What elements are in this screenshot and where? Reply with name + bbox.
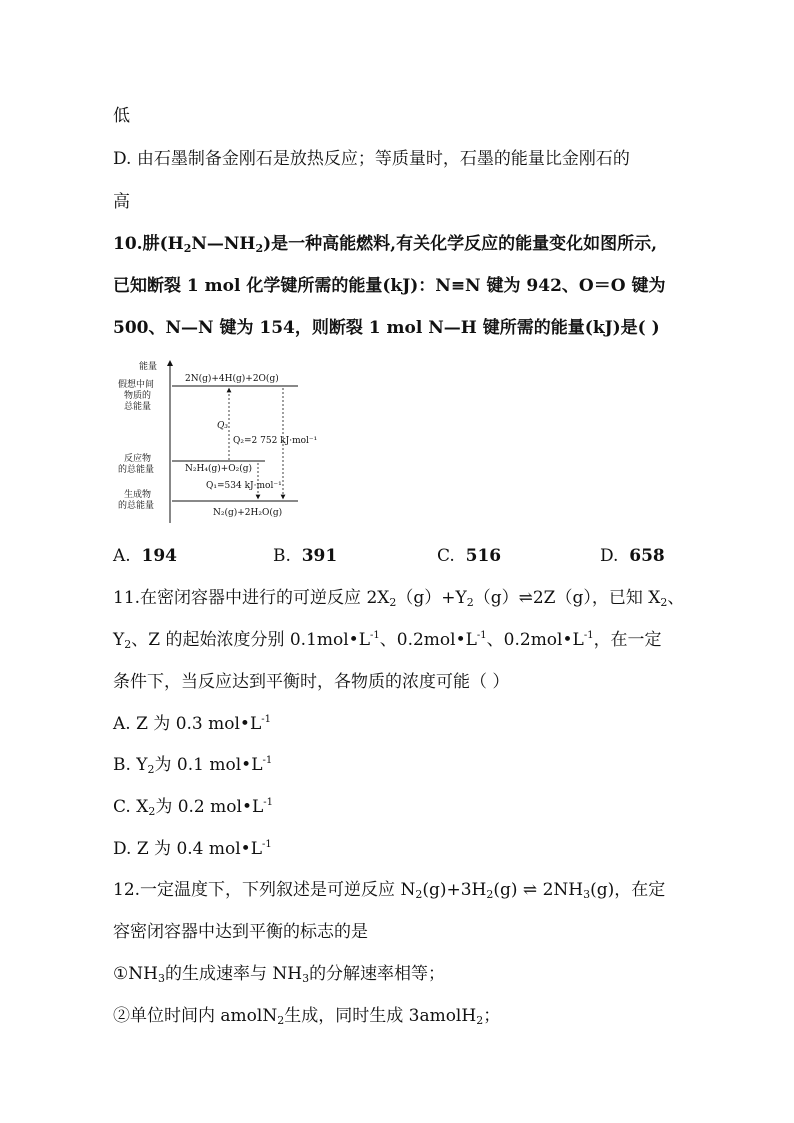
q10-option-a[interactable]: A. 194	[113, 546, 177, 566]
q11-stem-line3: 条件下，当反应达到平衡时，各物质的浓度可能（ ）	[113, 672, 510, 692]
q10-option-b[interactable]: B. 391	[273, 546, 338, 566]
q10-stem-line1: 10.肼$(H_2N—NH_2)$是一种高能燃料,有关化学反应的能量变化如图所示,	[113, 234, 658, 255]
label-intermediate-2: 物质的	[124, 391, 152, 401]
q3-label: Q₃	[217, 421, 228, 431]
q10-number: 10.	[113, 234, 143, 254]
prev-option-d: D. 由石墨制备金刚石是放热反应；等质量时，石墨的能量比金刚石的	[113, 149, 630, 169]
level-mid-label: N₂H₄(g)+O₂(g)	[185, 464, 253, 474]
q10-option-d[interactable]: D. 658	[600, 546, 665, 566]
prev-option-d-tail: 高	[113, 192, 130, 212]
q11-option-a[interactable]: A. Z 为 0.3 $mol•L^{-1}$	[113, 714, 272, 734]
label-products-2: 的总能量	[118, 501, 155, 511]
q11-stem-line2: $Y_2$、Z 的起始浓度分别 $0.1mol•L^{-1}$、$0.2mol•L^{-1}$、$0.2mol•L^{-1}$，在一定	[113, 630, 662, 651]
q12-item-1: $①NH_3$的生成速率与 $NH_3$的分解速率相等；	[113, 964, 446, 985]
q11-stem-line1: 11.在密闭容器中进行的可逆反应 $2X_2(g)+Y_2(g)\rightleftharpoons 2Z(g)$，已知 $X_2$、	[113, 588, 685, 609]
axis-label-energy: 能量	[139, 362, 158, 372]
energy-level-diagram	[113, 357, 333, 527]
q10-stem-line3: 500、N—N 键为 154，则断裂 1 mol N—H 键所需的能量(kJ)是( )	[113, 318, 660, 338]
q12-item-2: ②单位时间内 amolN$_2$生成，同时生成 3amolH$_2$；	[113, 1006, 501, 1027]
level-bot-label: N₂(g)+2H₂O(g)	[213, 508, 283, 518]
q10-stem-line2: 已知断裂 1 mol 化学键所需的能量(kJ)：N≡N 键为 942、O＝O 键为	[113, 276, 666, 296]
q1-label: Q₁=534 kJ·mol⁻¹	[206, 481, 282, 491]
label-products-1: 生成物	[124, 490, 152, 500]
prev-option-c-tail: 低	[113, 106, 130, 126]
q12-stem-line2: 容密闭容器中达到平衡的标志的是	[113, 922, 368, 942]
q12-stem-line1: 12.一定温度下，下列叙述是可逆反应 $N_2(g)+3H_2(g)$ ⇌ $2NH_3(g)$，在定	[113, 880, 666, 901]
label-reactants-1: 反应物	[124, 454, 152, 464]
label-intermediate-1: 假想中间	[118, 380, 155, 390]
q10-option-c[interactable]: C. 516	[437, 546, 502, 566]
q11-option-c[interactable]: C. $X_2$为 0.2 $mol•L^{-1}$	[113, 797, 274, 818]
q2-label: Q₂=2 752 kJ·mol⁻¹	[233, 436, 318, 446]
level-top-label: 2N(g)+4H(g)+2O(g)	[185, 374, 279, 384]
q11-option-b[interactable]: B. $Y_2$为 0.1 $mol•L^{-1}$	[113, 755, 273, 776]
label-reactants-2: 的总能量	[118, 465, 155, 475]
label-intermediate-3: 总能量	[124, 402, 152, 412]
q11-option-d[interactable]: D. Z 为 0.4 $mol•L^{-1}$	[113, 839, 272, 859]
